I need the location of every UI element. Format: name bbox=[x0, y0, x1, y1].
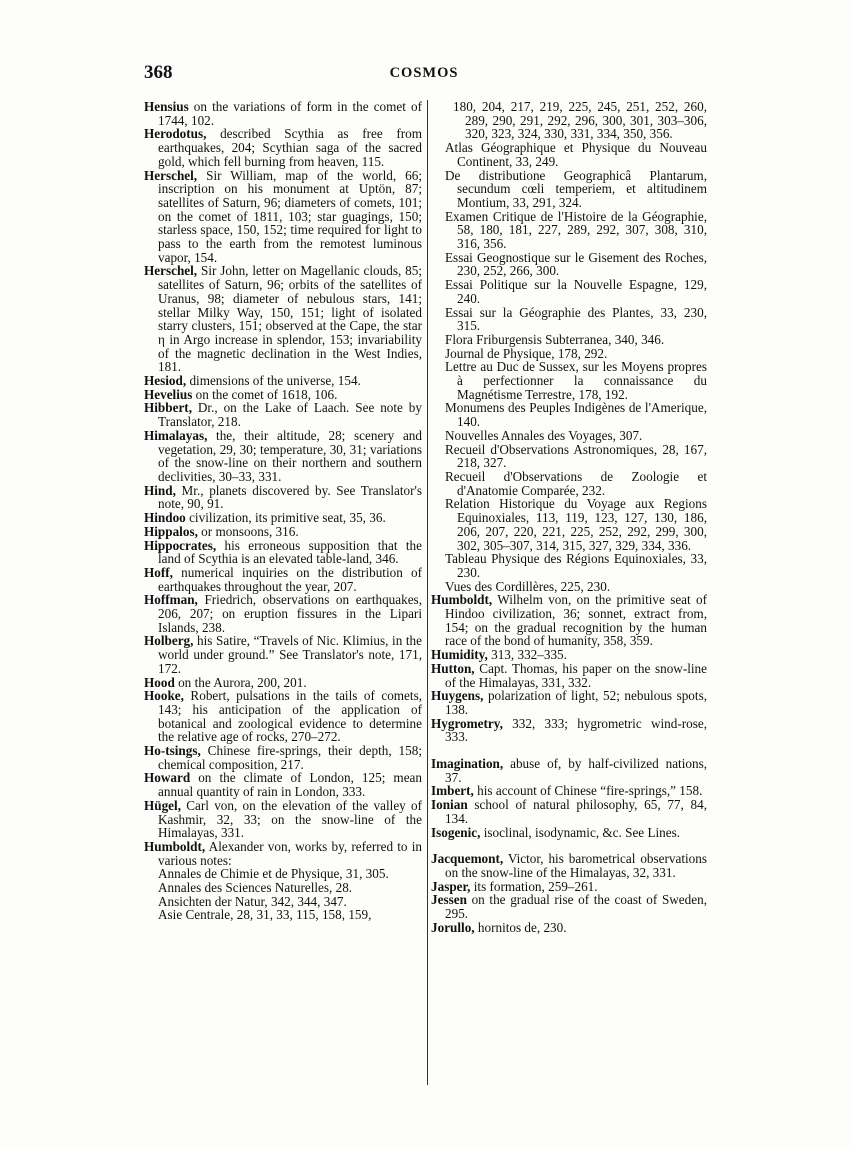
index-headword: Jessen bbox=[431, 892, 467, 908]
index-entry-text: Chinese fire-springs, their depth, 158; chemical composition, 217. bbox=[158, 743, 422, 772]
index-subentry bbox=[144, 908, 422, 922]
index-entry-text: Victor, his barometrical observations on the snow-line of the Himalayas, 32, 331. bbox=[445, 851, 707, 880]
index-entry-text: Annales des Sciences Naturelles, 28. bbox=[158, 880, 353, 896]
index-entry bbox=[144, 127, 422, 168]
index-entry bbox=[144, 264, 422, 374]
index-headword: Herschel, bbox=[144, 167, 198, 183]
index-headword: Hooke, bbox=[144, 688, 184, 704]
index-entry-text: described Scythia as free from earthquakes, 204; Scythian saga of the sacred gold, which fell burning from heaven, 115. bbox=[158, 126, 422, 169]
index-headword: Herschel, bbox=[144, 263, 198, 279]
index-entry bbox=[144, 593, 422, 634]
index-entry bbox=[431, 648, 707, 662]
index-entry bbox=[431, 880, 707, 894]
index-entry-text: Dr., on the Lake of Laach. See note by Translator, 218. bbox=[158, 400, 422, 430]
index-headword: Hindoo bbox=[144, 510, 186, 526]
index-entry-text: the, their altitude, 28; scenery and vegetation, 29, 30; temperature, 30, 31; variations of the snow-line on their northern and southern declivities, 30–33, 331. bbox=[158, 427, 422, 484]
index-headword: Jorullo, bbox=[431, 919, 475, 935]
index-entry-text: its formation, 259–261. bbox=[470, 878, 598, 894]
index-entry bbox=[144, 539, 422, 566]
index-entry bbox=[431, 921, 707, 935]
index-entry bbox=[431, 826, 707, 840]
index-headword: Holberg, bbox=[144, 633, 194, 649]
index-entry-text: Sir William, map of the world, 66; inscription on his monument at Uptön, 87; satellites of Saturn, 96; diameters of comets, 101; on the comet of 1811, 103; star guagings, 150; starless space, 150, 152; time required for light to pass to the earth from the remotest luminous vapor, 154. bbox=[158, 167, 422, 265]
index-entry-text: his account of Chinese “fire-springs,” 158. bbox=[473, 783, 703, 799]
index-entry bbox=[144, 634, 422, 675]
index-entry bbox=[431, 757, 707, 784]
index-column-right bbox=[431, 100, 707, 934]
running-head: COSMOS bbox=[389, 65, 459, 81]
index-column-left bbox=[144, 100, 422, 922]
index-entry-text: school of natural philosophy, 65, 77, 84, 134. bbox=[445, 797, 707, 826]
index-headword: Isogenic, bbox=[431, 824, 481, 840]
index-subentry bbox=[431, 401, 707, 428]
index-entry bbox=[144, 689, 422, 744]
index-headword: Humidity, bbox=[431, 647, 488, 663]
index-headword: Hensius bbox=[144, 99, 189, 114]
index-subentry bbox=[431, 429, 707, 443]
page-header bbox=[144, 62, 704, 88]
index-entry-text: on the Aurora, 200, 201. bbox=[174, 674, 307, 690]
index-entry-text: 313, 332–335. bbox=[487, 647, 567, 663]
index-entry bbox=[431, 893, 707, 920]
index-entry bbox=[144, 799, 422, 840]
index-subentry bbox=[431, 552, 707, 579]
index-subentry bbox=[431, 210, 707, 251]
index-headword: Hibbert, bbox=[144, 400, 192, 416]
index-subentry bbox=[431, 251, 707, 278]
index-entry-text: Nouvelles Annales des Voyages, 307. bbox=[445, 427, 643, 443]
index-headword: Hoff, bbox=[144, 564, 173, 580]
index-headword: Imagination, bbox=[431, 756, 504, 772]
index-entry bbox=[144, 169, 422, 265]
index-headword: Hutton, bbox=[431, 660, 475, 676]
index-headword: Hevelius bbox=[144, 386, 193, 402]
index-subentry bbox=[431, 306, 707, 333]
index-entry-text: on the climate of London, 125; mean annual quantity of rain in London, 333. bbox=[158, 770, 422, 800]
index-entry-text: isoclinal, isodynamic, &c. See Lines. bbox=[480, 824, 681, 840]
index-entry-text: 332, 333; hygrometric wind-rose, 333. bbox=[445, 715, 707, 745]
index-entry bbox=[144, 525, 422, 539]
index-entry-text: dimensions of the universe, 154. bbox=[186, 373, 361, 389]
index-headword: Jacquemont, bbox=[431, 851, 504, 867]
index-subentry bbox=[431, 580, 707, 594]
index-entry-text: polarization of light, 52; nebulous spots, 138. bbox=[445, 688, 707, 717]
index-entry-text: Friedrich, observations on earthquakes, 206, 207; on eruption fissures in the Lipari Islands, 238. bbox=[158, 592, 422, 635]
index-entry-text: on the gradual rise of the coast of Sweden, 295. bbox=[445, 892, 707, 922]
index-entry-text: hornitos de, 230. bbox=[474, 919, 567, 935]
index-entry bbox=[431, 717, 707, 744]
index-entry bbox=[144, 744, 422, 771]
index-subentry bbox=[431, 141, 707, 168]
index-entry-text: Vues des Cordillères, 225, 230. bbox=[445, 578, 611, 594]
index-headword: Huygens, bbox=[431, 688, 484, 704]
index-entry bbox=[431, 852, 707, 879]
index-headword: Jasper, bbox=[431, 878, 471, 894]
index-entry-text: Asie Centrale, 28, 31, 33, 115, 158, 159, bbox=[158, 907, 372, 923]
index-subentry bbox=[431, 100, 707, 141]
page-number: 368 bbox=[144, 62, 173, 83]
index-entry bbox=[431, 662, 707, 689]
index-headword: Himalayas, bbox=[144, 427, 208, 443]
index-subentry bbox=[431, 497, 707, 552]
index-entry-text: Tableau Physique des Régions Equinoxiales, 33, 230. bbox=[445, 551, 707, 580]
index-subentry bbox=[144, 881, 422, 895]
index-entry-text: or monsoons, 316. bbox=[197, 523, 299, 539]
index-subentry bbox=[431, 443, 707, 470]
column-divider bbox=[427, 100, 428, 1085]
index-subentry bbox=[431, 347, 707, 361]
index-entry-text: Carl von, on the elevation of the valley of Kashmir, 32, 33; on the snow-line of the Himalayas, 331. bbox=[158, 797, 422, 841]
index-entry-text: Ansichten der Natur, 342, 344, 347. bbox=[158, 893, 347, 909]
index-entry-text: on the comet of 1618, 106. bbox=[192, 386, 338, 402]
index-headword: Hesiod, bbox=[144, 373, 187, 389]
index-entry bbox=[431, 593, 707, 648]
index-subentry bbox=[431, 470, 707, 497]
index-headword: Imbert, bbox=[431, 783, 474, 799]
index-entry-text: Sir John, letter on Magellanic clouds, 85; satellites of Saturn, 96; orbits of the satellites of Uranus, 98; diameter of nebulous stars, 141; stellar Milky Way, 150, 151; light of isolated starry clusters, 151; observed at the Cape, the star η in Argo increase in splendor, 153; invariability of the magnetic declination in the West Indies, 181. bbox=[158, 263, 422, 375]
index-headword: Humboldt, bbox=[144, 838, 206, 854]
index-entry bbox=[144, 100, 422, 127]
index-entry-text: Journal de Physique, 178, 292. bbox=[445, 345, 608, 361]
index-entry-text: Essai sur la Géographie des Plantes, 33, 230, 315. bbox=[445, 304, 707, 334]
index-entry-text: Recueil d'Observations de Zoologie et d'Anatomie Comparée, 232. bbox=[445, 468, 707, 498]
index-subentry bbox=[431, 169, 707, 210]
index-headword: Hippocrates, bbox=[144, 537, 217, 553]
index-entry bbox=[144, 566, 422, 593]
index-entry bbox=[144, 429, 422, 484]
index-entry bbox=[144, 676, 422, 690]
index-headword: Hügel, bbox=[144, 797, 181, 813]
index-entry-text: on the variations of form in the comet of 1744, 102. bbox=[158, 99, 422, 128]
index-entry-text: Alexander von, works by, referred to in various notes: bbox=[158, 838, 422, 868]
index-entry-text: his erroneous supposition that the land of Scythia is an elevated table-land, 346. bbox=[158, 537, 422, 567]
index-entry-text: Flora Friburgensis Subterranea, 340, 346. bbox=[445, 331, 665, 347]
index-headword: Ho-tsings, bbox=[144, 743, 201, 759]
index-entry bbox=[144, 484, 422, 511]
index-entry-text: abuse of, by half-civilized nations, 37. bbox=[445, 756, 707, 785]
index-subentry bbox=[431, 333, 707, 347]
index-subentry bbox=[431, 278, 707, 305]
index-entry bbox=[144, 771, 422, 798]
index-subentry bbox=[144, 895, 422, 909]
index-entry-text: Monumens des Peuples Indigènes de l'Amerique, 140. bbox=[445, 400, 707, 430]
index-entry-text: Atlas Géographique et Physique du Nouveau Continent, 33, 249. bbox=[445, 140, 707, 169]
index-entry-text: Lettre au Duc de Sussex, sur les Moyens propres à perfectionner la connaissance du Magnétisme Terrestre, 178, 192. bbox=[445, 359, 707, 402]
index-headword: Ionian bbox=[431, 797, 468, 813]
index-entry-text: Robert, pulsations in the tails of comets, 143; his anticipation of the application of botanical and zoological evidence to determine the relative age of rocks, 270–272. bbox=[158, 688, 422, 745]
index-entry-text: Examen Critique de l'Histoire de la Géographie, 58, 180, 181, 227, 289, 292, 307, 308, 310, 316, 356. bbox=[445, 208, 707, 252]
index-entry-text: Essai Politique sur la Nouvelle Espagne, 129, 240. bbox=[445, 277, 707, 306]
index-entry bbox=[144, 374, 422, 388]
index-headword: Hood bbox=[144, 674, 175, 690]
index-headword: Hind, bbox=[144, 482, 176, 498]
index-entry bbox=[144, 401, 422, 428]
index-headword: Herodotus, bbox=[144, 126, 207, 142]
index-entry bbox=[431, 798, 707, 825]
index-entry bbox=[431, 784, 707, 798]
index-entry bbox=[144, 511, 422, 525]
index-entry-text: Essai Geognostique sur le Gisement des Roches, 230, 252, 266, 300. bbox=[445, 249, 707, 279]
index-headword: Howard bbox=[144, 770, 191, 786]
index-entry-text: Wilhelm von, on the primitive seat of Hindoo civilization, 36; sonnet, extract from, 154; on the gradual recognition by the human race of the bond of humanity, 358, 359. bbox=[445, 592, 707, 649]
index-entry-text: De distributione Geographicâ Plantarum, secundum cœli temperiem, et altitudinem Montium, 33, 291, 324. bbox=[445, 167, 707, 210]
index-entry bbox=[144, 840, 422, 867]
index-entry-text: 180, 204, 217, 219, 225, 245, 251, 252, 260, 289, 290, 291, 292, 296, 300, 301, 303–306, 320, 323, 324, 330, 331, 334, 350, 356. bbox=[453, 99, 707, 142]
index-entry-text: Mr., planets discovered by. See Translator's note, 90, 91. bbox=[158, 482, 422, 512]
index-entry bbox=[431, 689, 707, 716]
index-entry bbox=[144, 388, 422, 402]
index-headword: Hygrometry, bbox=[431, 715, 503, 731]
index-headword: Hoffman, bbox=[144, 592, 198, 608]
index-entry-text: Relation Historique du Voyage aux Regions Equinoxiales, 113, 119, 123, 127, 130, 186, 206, 207, 220, 221, 225, 252, 292, 299, 300, 302, 305–307, 314, 315, 327, 329, 334, 336. bbox=[445, 496, 707, 553]
index-entry-text: his Satire, “Travels of Nic. Klimius, in the world under ground.” See Translator's note, 171, 172. bbox=[158, 633, 422, 676]
index-subentry bbox=[144, 867, 422, 881]
index-entry-text: numerical inquiries on the distribution of earthquakes throughout the year, 207. bbox=[158, 564, 422, 594]
index-entry-text: Capt. Thomas, his paper on the snow-line of the Himalayas, 331, 332. bbox=[445, 660, 707, 690]
index-entry-text: Annales de Chimie et de Physique, 31, 305. bbox=[158, 866, 389, 882]
index-entry-text: Recueil d'Observations Astronomiques, 28, 167, 218, 327. bbox=[445, 441, 707, 471]
index-entry-text: civilization, its primitive seat, 35, 36. bbox=[185, 510, 386, 526]
index-headword: Hippalos, bbox=[144, 523, 198, 539]
index-subentry bbox=[431, 360, 707, 401]
index-headword: Humboldt, bbox=[431, 592, 493, 608]
